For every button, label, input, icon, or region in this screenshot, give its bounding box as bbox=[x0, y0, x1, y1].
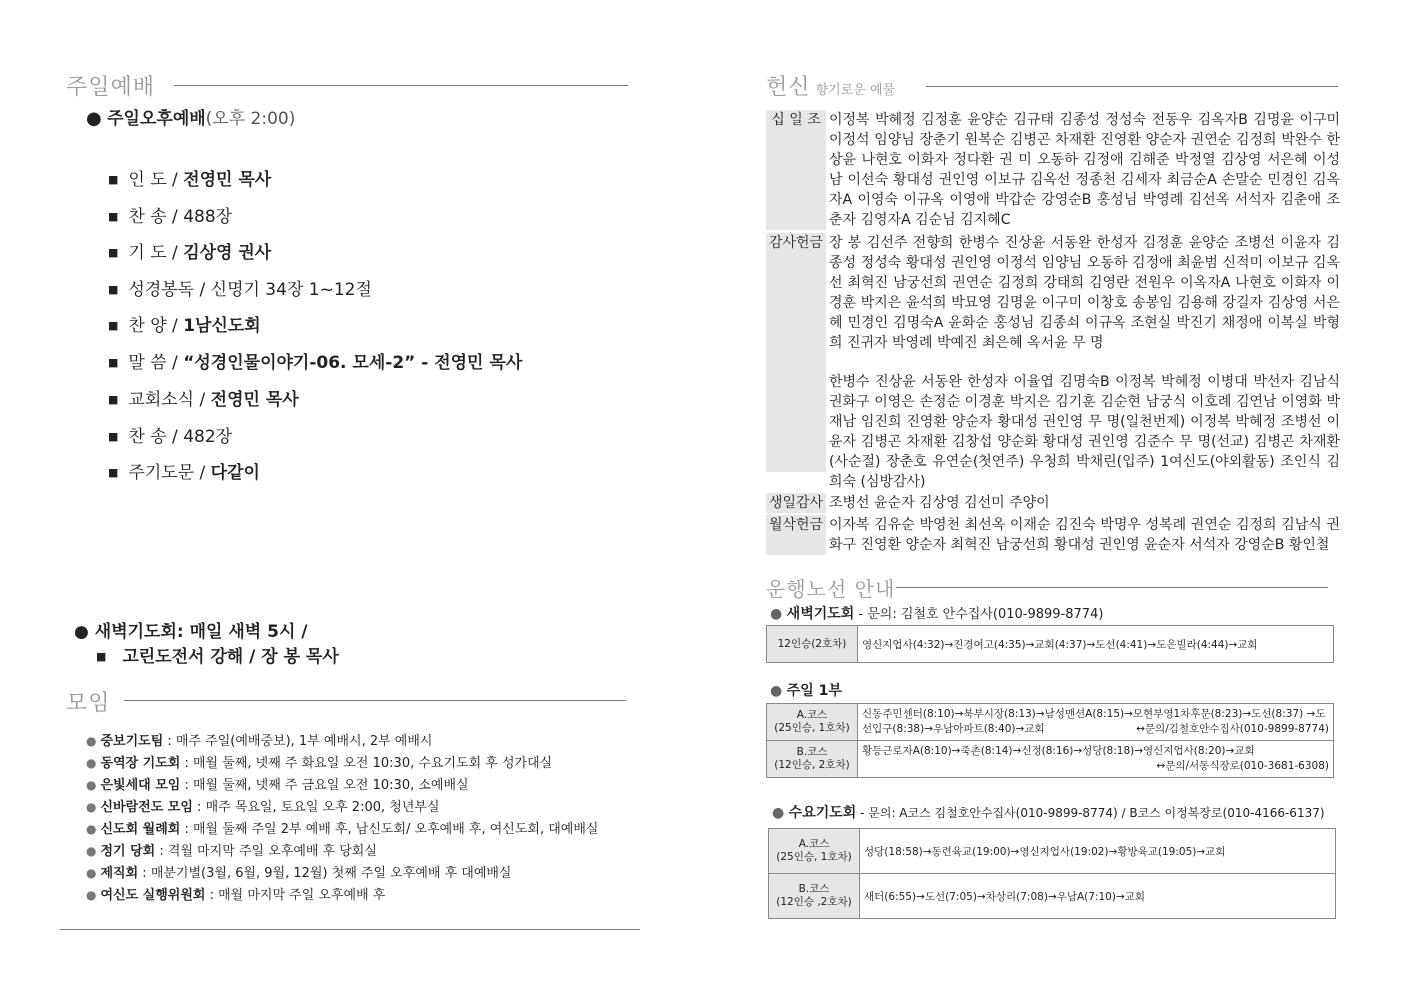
offering-row bbox=[766, 493, 1340, 513]
dawn-route-table bbox=[766, 625, 1334, 663]
table-row bbox=[767, 704, 1334, 741]
sunday-route-table bbox=[766, 703, 1334, 778]
meeting-desc: : 매월 둘째, 넷째 주 금요일 오전 10:30, 소예배실 bbox=[180, 778, 469, 793]
order-item bbox=[108, 202, 232, 227]
meeting-item bbox=[86, 774, 469, 793]
offering-category: 십 일 조 bbox=[766, 110, 826, 230]
route-path-cell bbox=[858, 741, 1334, 778]
order-item bbox=[108, 238, 271, 263]
meeting-desc: : 매주 주일(예배중보), 1부 예배시, 2부 예배시 bbox=[163, 734, 433, 749]
route-bus-cell: 12인승(2호차) bbox=[767, 626, 858, 663]
offering-subtitle: 향기로운 예물 bbox=[815, 83, 896, 98]
route-bus-cell bbox=[767, 741, 858, 778]
meeting-name: 신도회 월례회 bbox=[100, 822, 181, 837]
meeting-name: 중보기도팀 bbox=[100, 734, 164, 749]
order-value: 1남신도회 bbox=[183, 316, 261, 336]
order-value: 488장 bbox=[183, 207, 233, 227]
bottom-divider bbox=[60, 929, 640, 930]
order-item bbox=[108, 385, 299, 410]
route-path: 황등근로자A(8:10)→죽촌(8:14)→신정(8:16)→성당(8:18)→영신지업사(8:20)→교회 bbox=[862, 745, 1255, 757]
offering-row bbox=[766, 233, 1340, 353]
route-path-cell: 성당(18:58)→동련육교(19:00)→영신지업사(19:02)→황방육교(19:05)→교회 bbox=[860, 829, 1336, 874]
offering-category bbox=[766, 372, 826, 472]
table-row bbox=[769, 874, 1336, 919]
table-row bbox=[767, 626, 1334, 663]
bullet-icon: ● bbox=[86, 822, 97, 836]
dawn-line-2: 고린도전서 강해 / 장 봉 목사 bbox=[122, 647, 339, 667]
route-contact: ↔문의/서동식장로(010-3681-6308) bbox=[1156, 760, 1329, 772]
wed-route-heading bbox=[772, 802, 1325, 822]
square-bullet-icon: ■ bbox=[108, 173, 119, 186]
meeting-desc: : 매월 마지막 주일 오후예배 후 bbox=[205, 888, 386, 903]
order-item bbox=[108, 165, 271, 190]
meeting-item bbox=[86, 796, 440, 815]
route-course: B.코스 bbox=[798, 883, 830, 895]
order-label: 인 도 / bbox=[128, 170, 178, 190]
order-item bbox=[108, 422, 232, 447]
wed-route-head: 수요기도회 bbox=[788, 805, 857, 821]
dawn-prayer-info bbox=[74, 617, 308, 642]
route-bus: (25인승, 1호차) bbox=[776, 851, 852, 863]
meeting-item bbox=[86, 818, 598, 837]
order-item bbox=[108, 275, 372, 300]
route-path-cell: 영신지업사(4:32)→진경여고(4:35)→교회(4:37)→도선(4:41)→도은빌라(4:44)→교회 bbox=[858, 626, 1334, 663]
route-bus: (12인승 ,2호차) bbox=[776, 896, 852, 908]
order-label: 교회소식 / bbox=[128, 390, 206, 410]
meeting-item bbox=[86, 862, 512, 881]
route-path-cell: 새터(6:55)→도선(7:05)→차상리(7:08)→우남A(7:10)→교회 bbox=[860, 874, 1336, 919]
order-label: 기 도 / bbox=[128, 243, 178, 263]
square-bullet-icon: ■ bbox=[108, 210, 119, 223]
order-value: “성경인물이야기-06. 모세-2” - 전영민 목사 bbox=[183, 353, 523, 373]
bullet-icon: ● bbox=[772, 805, 785, 821]
dawn-prayer-sermon bbox=[96, 642, 339, 667]
order-label: 주기도문 / bbox=[128, 463, 206, 483]
meeting-desc: : 매주 목요일, 토요일 오후 2:00, 청년부실 bbox=[192, 800, 440, 815]
route-course: A.코스 bbox=[796, 709, 828, 721]
bullet-icon: ● bbox=[86, 888, 97, 902]
meeting-name: 여신도 실행위원회 bbox=[100, 888, 206, 903]
square-bullet-icon: ■ bbox=[108, 393, 119, 406]
bullet-icon: ● bbox=[770, 606, 783, 622]
wed-route-contact: - 문의: A코스 김철호안수집사(010-9899-8774) / B코스 이정복장로(010-4166-6137) bbox=[856, 806, 1325, 820]
offering-row bbox=[766, 372, 1340, 490]
dawn-route-contact: - 문의: 김철호 안수집사(010-9899-8774) bbox=[854, 607, 1104, 622]
route-title: 운행노선 안내 bbox=[766, 577, 896, 601]
meeting-item bbox=[86, 840, 377, 859]
service-name: 주일오후예배 bbox=[107, 109, 206, 129]
service-heading bbox=[86, 104, 295, 129]
bullet-icon: ● bbox=[86, 866, 97, 880]
wed-route-table bbox=[768, 828, 1336, 919]
offering-names: 조병선 윤순자 김상영 김선미 주양이 bbox=[829, 495, 1050, 511]
order-value: 전영민 목사 bbox=[183, 170, 272, 190]
order-value: 신명기 34장 1~12절 bbox=[210, 280, 372, 300]
route-bus: (25인승, 1호차) bbox=[774, 722, 850, 734]
divider bbox=[174, 85, 628, 86]
meeting-desc: : 매월 둘째 주일 2부 예배 후, 남신도회/ 오후예배 후, 여신도회, 대예배실 bbox=[180, 822, 599, 837]
offering-category: 생일감사 bbox=[766, 493, 826, 513]
table-row bbox=[769, 829, 1336, 874]
order-label: 말 씀 / bbox=[128, 353, 178, 373]
meeting-desc: : 매분기별(3월, 6월, 9월, 12월) 첫째 주일 오후예배 후 대예배실 bbox=[138, 866, 512, 881]
offering-row bbox=[766, 515, 1340, 555]
order-label: 찬 송 / bbox=[128, 427, 178, 447]
dawn-route-heading bbox=[770, 603, 1103, 623]
order-value: 전영민 목사 bbox=[210, 390, 299, 410]
route-bus: (12인승, 2호차) bbox=[774, 759, 850, 771]
route-bus-cell bbox=[769, 829, 860, 874]
meeting-item bbox=[86, 752, 552, 771]
offering-category: 감사헌금 bbox=[766, 233, 826, 353]
divider bbox=[896, 587, 1328, 588]
route-bus-cell bbox=[769, 874, 860, 919]
bullet-icon: ● bbox=[86, 734, 97, 748]
meeting-name: 은빛세대 모임 bbox=[100, 778, 181, 793]
meeting-name: 동역장 기도회 bbox=[100, 756, 181, 771]
order-label: 성경봉독 / bbox=[128, 280, 206, 300]
order-label: 찬 송 / bbox=[128, 207, 178, 227]
square-bullet-icon: ■ bbox=[108, 356, 119, 369]
bullet-icon: ● bbox=[86, 756, 97, 770]
square-bullet-icon: ■ bbox=[108, 319, 119, 332]
offering-names: 이정복 박혜정 김정훈 윤양순 김규태 김종성 정성숙 전동우 김옥자B 김명윤 이구미 이정석 임양님 장춘기 원복순 김병곤 차재환 진영환 양순자 권연순 김정희 박완수 한상윤 나현호 이화자 정다환 권 미 오동하 김정애 김해준 박정열 김상영 서은혜 이성남 이선숙 황대성 권인영 이보규 김옥선 정종천 김세자 최금순A 손말순 민경인 김옥자A 이영숙 이규옥 이영애 박갑순 강영순B 홍성님 박영례 김선옥 서석자 김춘애 조춘자 김영자A 김순님 김지혜C bbox=[829, 112, 1340, 228]
dawn-line-1: 새벽기도회: 매일 새벽 5시 / bbox=[94, 622, 308, 642]
meeting-title: 모임 bbox=[66, 691, 111, 716]
square-bullet-icon: ■ bbox=[108, 430, 119, 443]
order-label: 찬 양 / bbox=[128, 316, 178, 336]
meeting-name: 정기 당회 bbox=[100, 844, 156, 859]
order-item bbox=[108, 348, 522, 373]
bullet-icon: ● bbox=[86, 108, 102, 129]
square-bullet-icon: ■ bbox=[108, 246, 119, 259]
order-value: 482장 bbox=[183, 427, 233, 447]
sunday-worship-title: 주일예배 bbox=[66, 75, 156, 100]
bullet-icon: ● bbox=[74, 622, 89, 642]
offering-names: 장 봉 김선주 전향희 한병수 진상윤 서동완 한성자 김정훈 윤양순 조병선 이윤자 김종성 정성숙 황대성 권인영 이정석 임양님 오동하 김정애 최윤범 신적미 이보규 김옥선 최혁진 남궁선희 권연순 김정희 강태희 김영란 전원우 이옥자A 나현호 이화자 이경훈 박지은 윤석희 박묘영 김명윤 이구미 이창호 송봉임 김용해 강길자 김상영 서은혜 민경인 김명숙A 윤화순 홍성님 김종쇠 이규옥 조현실 박진기 채정애 이복실 박형희 진귀자 박영례 박예진 최은혜 옥서윤 무 명 bbox=[829, 235, 1340, 351]
sunday-route-heading bbox=[770, 680, 842, 700]
sunday-route-head: 주일 1부 bbox=[786, 683, 842, 699]
route-course: B.코스 bbox=[796, 746, 828, 758]
bullet-icon: ● bbox=[86, 844, 97, 858]
route-course: A.코스 bbox=[798, 838, 830, 850]
offering-title: 헌신 bbox=[766, 75, 811, 100]
route-path-cell bbox=[858, 704, 1334, 741]
meeting-desc: : 격월 마지막 주일 오후예배 후 당회실 bbox=[155, 844, 377, 859]
order-item bbox=[108, 458, 260, 483]
route-bus-cell bbox=[767, 704, 858, 741]
bullet-icon: ● bbox=[86, 800, 97, 814]
order-value: 다같이 bbox=[210, 463, 260, 483]
meeting-name: 신바람전도 모임 bbox=[100, 800, 193, 815]
offering-names: 이자복 김유순 박영천 최선옥 이재순 김진숙 박명우 성복례 권연순 김정희 김남식 권화구 진영환 양순자 최혁진 남궁선희 황대성 권인영 윤순자 서석자 강영순B 황인철 bbox=[829, 517, 1340, 553]
square-bullet-icon: ■ bbox=[108, 466, 119, 479]
route-path: 신동주민센터(8:10)→북부시장(8:13)→남성맨션A(8:15)→모현부영1차후문(8:23)→도선(8:37) →도선입구(8:38)→우남아파트(8:40)→교회 bbox=[862, 708, 1326, 735]
divider bbox=[124, 700, 626, 701]
route-contact: ↔문의/김철호안수집사(010-9899-8774) bbox=[1136, 723, 1329, 735]
offering-category: 월삭헌금 bbox=[766, 515, 826, 555]
dawn-route-head: 새벽기도회 bbox=[786, 606, 855, 622]
meeting-desc: : 매월 둘째, 넷째 주 화요일 오전 10:30, 수요기도회 후 성가대실 bbox=[180, 756, 553, 771]
meeting-name: 제직회 bbox=[100, 866, 139, 881]
square-bullet-icon: ■ bbox=[108, 283, 119, 296]
offering-heading bbox=[766, 70, 895, 101]
table-row bbox=[767, 741, 1334, 778]
order-item bbox=[108, 311, 261, 336]
square-bullet-icon: ■ bbox=[96, 650, 107, 663]
category-column-fill bbox=[766, 353, 826, 372]
meeting-item bbox=[86, 884, 385, 903]
bullet-icon: ● bbox=[770, 683, 783, 699]
offering-row bbox=[766, 110, 1340, 230]
meeting-item bbox=[86, 730, 432, 749]
order-value: 김상영 권사 bbox=[183, 243, 272, 263]
service-time: (오후 2:00) bbox=[205, 109, 296, 129]
bullet-icon: ● bbox=[86, 778, 97, 792]
offering-names: 한병수 진상윤 서동완 한성자 이율엽 김명숙B 이정복 박혜정 이병대 박선자 김남식 권화구 이영은 손정순 이경훈 박지은 김기훈 김순현 남궁식 이호례 김연남 이영화 박재남 임진희 진영환 양순자 황대성 권인영 무 명(일천번제) 이정복 박혜정 조병선 이윤자 김병곤 차재환 김창섭 양순화 황대성 권인영 김준수 무 명(선교) 김병곤 차재환 (사순절) 장춘호 유연순(첫연주) 우청희 박채린(입주) 1여신도(야외활동) 조인식 김희숙 (심방감사) bbox=[829, 374, 1340, 490]
divider bbox=[926, 86, 1338, 87]
